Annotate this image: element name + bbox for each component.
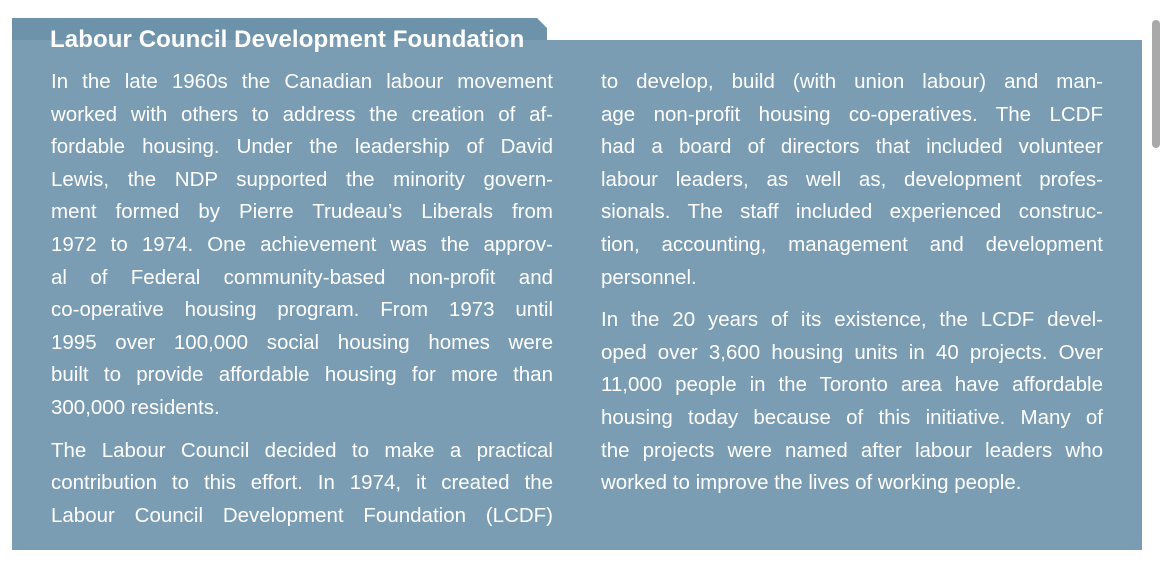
text-line: In the 20 years of its existence, the LCDF devel- — [601, 308, 1103, 332]
text-line: tion, accounting, management and development — [601, 232, 1103, 256]
article-title: Labour Council Development Foundation — [50, 26, 525, 53]
text-line: 300,000 residents. — [51, 395, 220, 419]
text-line: fordable housing. Under the leadership of David — [51, 135, 553, 159]
text-line: age non-profit housing co-operatives. The LCDF — [601, 102, 1103, 126]
text-line: worked to improve the lives of working people. — [601, 471, 1022, 495]
paragraph-gap — [51, 425, 553, 435]
text-line: al of Federal community-based non-profit and — [51, 265, 553, 289]
left-column — [51, 66, 553, 532]
right-paragraph-2 — [601, 304, 1103, 500]
text-line: 1972 to 1974. One achievement was the approv- — [51, 232, 553, 256]
text-line: ment formed by Pierre Trudeau’s Liberals from — [51, 200, 553, 224]
text-line: personnel. — [601, 265, 697, 289]
text-line: The Labour Council decided to make a practical — [51, 438, 553, 462]
text-line: built to provide affordable housing for more than — [51, 363, 553, 387]
left-paragraph-2 — [51, 435, 553, 533]
right-paragraph-1 — [601, 66, 1103, 294]
text-line: sionals. The staff included experienced construc- — [601, 200, 1103, 224]
text-line: to develop, build (with union labour) and man- — [601, 70, 1103, 93]
right-column — [601, 66, 1103, 500]
text-line: 1995 over 100,000 social housing homes were — [51, 330, 553, 354]
text-line: worked with others to address the creation of af- — [51, 102, 553, 126]
vertical-scrollbar[interactable] — [1152, 20, 1160, 148]
text-line: had a board of directors that included volunteer — [601, 135, 1103, 159]
paragraph-gap — [601, 294, 1103, 304]
text-line: Labour Council Development Foundation (LCDF) — [51, 503, 553, 527]
text-line: housing today because of this initiative. Many of — [601, 405, 1103, 429]
text-line: contribution to this effort. In 1974, it created the — [51, 471, 553, 495]
text-line: co-operative housing program. From 1973 until — [51, 298, 553, 322]
text-line: the projects were named after labour leaders who — [601, 438, 1103, 462]
text-line: 11,000 people in the Toronto area have affordable — [601, 373, 1103, 397]
text-line: Lewis, the NDP supported the minority govern- — [51, 167, 553, 191]
text-line: oped over 3,600 housing units in 40 projects. Over — [601, 340, 1103, 364]
text-line: labour leaders, as well as, development profes- — [601, 167, 1103, 191]
left-paragraph-1 — [51, 66, 553, 425]
text-line: In the late 1960s the Canadian labour movement — [51, 70, 553, 93]
